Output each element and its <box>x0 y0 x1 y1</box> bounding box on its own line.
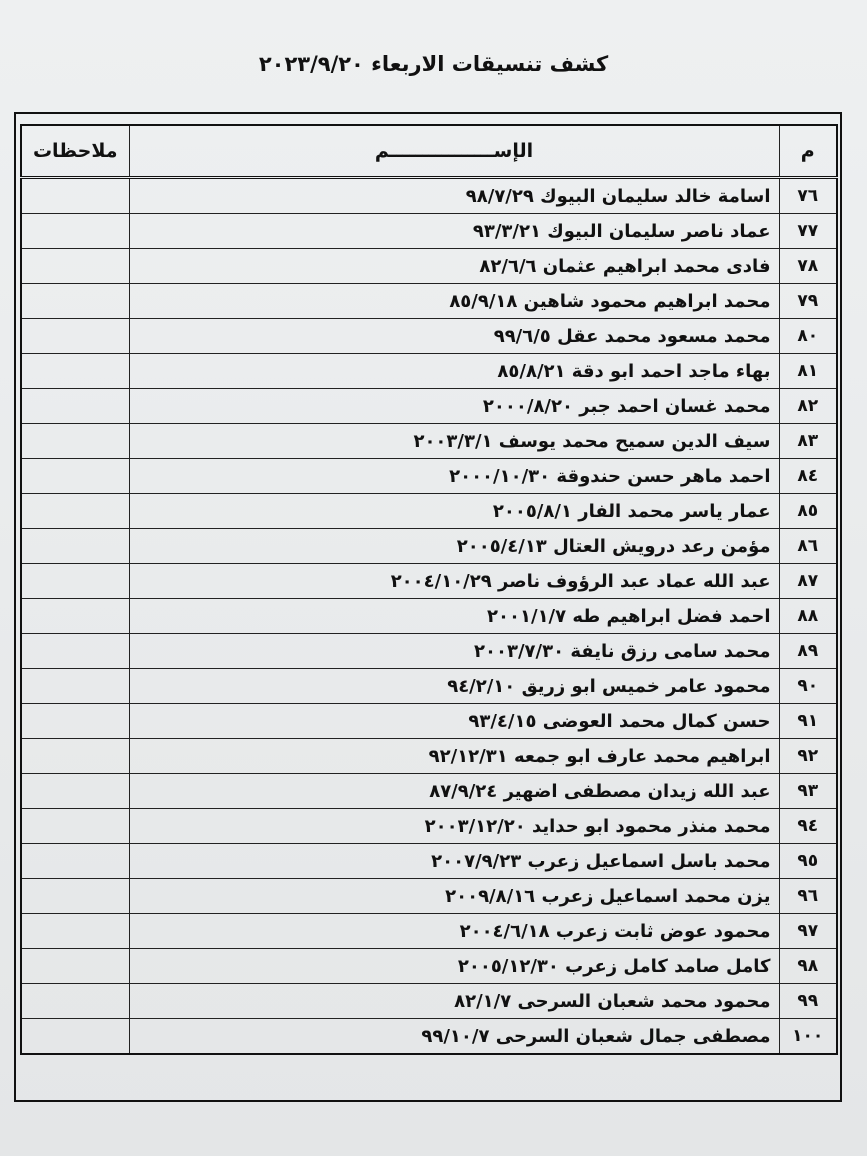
row-entry: محمد سامى رزق نايفة ٢٠٠٣/٧/٣٠ <box>129 634 779 669</box>
header-number: م <box>779 125 837 178</box>
table-row <box>21 984 837 1019</box>
row-notes <box>21 739 129 774</box>
row-number: ٩٠ <box>779 669 837 704</box>
header-row <box>21 125 837 178</box>
row-number: ٨٧ <box>779 564 837 599</box>
row-number: ٩٢ <box>779 739 837 774</box>
table-row <box>21 1019 837 1055</box>
row-notes <box>21 319 129 354</box>
table-row <box>21 949 837 984</box>
row-number: ٨٥ <box>779 494 837 529</box>
table-row <box>21 319 837 354</box>
row-number: ٧٦ <box>779 178 837 214</box>
row-number: ٨٣ <box>779 424 837 459</box>
row-notes <box>21 564 129 599</box>
row-number: ٩٩ <box>779 984 837 1019</box>
row-entry: عماد ناصر سليمان البيوك ٩٣/٣/٢١ <box>129 214 779 249</box>
table-row <box>21 634 837 669</box>
row-entry: عبد الله زيدان مصطفى اضهير ٨٧/٩/٢٤ <box>129 774 779 809</box>
table-row <box>21 284 837 319</box>
row-notes <box>21 424 129 459</box>
table-row <box>21 178 837 214</box>
table-row <box>21 739 837 774</box>
header-name: الإســــــــــــــــم <box>129 125 779 178</box>
roster-body <box>21 178 837 1055</box>
row-entry: عمار ياسر محمد الفار ٢٠٠٥/٨/١ <box>129 494 779 529</box>
table-row <box>21 774 837 809</box>
row-notes <box>21 178 129 214</box>
row-number: ٧٧ <box>779 214 837 249</box>
table-row <box>21 669 837 704</box>
row-number: ٩٧ <box>779 914 837 949</box>
table-row <box>21 529 837 564</box>
row-notes <box>21 599 129 634</box>
row-notes <box>21 389 129 424</box>
row-entry: محمود عوض ثابت زعرب ٢٠٠٤/٦/١٨ <box>129 914 779 949</box>
row-number: ٨٢ <box>779 389 837 424</box>
row-entry: ابراهيم محمد عارف ابو جمعه ٩٢/١٢/٣١ <box>129 739 779 774</box>
row-entry: كامل صامد كامل زعرب ٢٠٠٥/١٢/٣٠ <box>129 949 779 984</box>
row-entry: اسامة خالد سليمان البيوك ٩٨/٧/٢٩ <box>129 178 779 214</box>
row-entry: فادى محمد ابراهيم عثمان ٨٢/٦/٦ <box>129 249 779 284</box>
row-notes <box>21 354 129 389</box>
row-notes <box>21 809 129 844</box>
row-notes <box>21 774 129 809</box>
row-notes <box>21 1019 129 1055</box>
row-notes <box>21 914 129 949</box>
row-entry: حسن كمال محمد العوضى ٩٣/٤/١٥ <box>129 704 779 739</box>
row-entry: محمد مسعود محمد عقل ٩٩/٦/٥ <box>129 319 779 354</box>
row-notes <box>21 984 129 1019</box>
row-notes <box>21 249 129 284</box>
row-entry: احمد فضل ابراهيم طه ٢٠٠١/١/٧ <box>129 599 779 634</box>
row-number: ١٠٠ <box>779 1019 837 1055</box>
row-entry: محمود محمد شعبان السرحى ٨٢/١/٧ <box>129 984 779 1019</box>
row-notes <box>21 459 129 494</box>
row-notes <box>21 634 129 669</box>
table-row <box>21 249 837 284</box>
roster-table <box>20 124 838 1055</box>
row-notes <box>21 879 129 914</box>
table-row <box>21 389 837 424</box>
row-notes <box>21 214 129 249</box>
table-row <box>21 564 837 599</box>
table-row <box>21 704 837 739</box>
table-row <box>21 844 837 879</box>
table-row <box>21 354 837 389</box>
row-entry: عبد الله عماد عبد الرؤوف ناصر ٢٠٠٤/١٠/٢٩ <box>129 564 779 599</box>
table-row <box>21 424 837 459</box>
table-row <box>21 459 837 494</box>
row-entry: محمد باسل اسماعيل زعرب ٢٠٠٧/٩/٢٣ <box>129 844 779 879</box>
row-notes <box>21 704 129 739</box>
row-entry: سيف الدين سميح محمد يوسف ٢٠٠٣/٣/١ <box>129 424 779 459</box>
row-number: ٧٨ <box>779 249 837 284</box>
row-notes <box>21 669 129 704</box>
row-number: ٨٦ <box>779 529 837 564</box>
row-notes <box>21 844 129 879</box>
row-number: ٩٨ <box>779 949 837 984</box>
row-notes <box>21 529 129 564</box>
row-number: ٩٦ <box>779 879 837 914</box>
row-number: ٨٩ <box>779 634 837 669</box>
row-entry: احمد ماهر حسن حندوقة ٢٠٠٠/١٠/٣٠ <box>129 459 779 494</box>
row-entry: يزن محمد اسماعيل زعرب ٢٠٠٩/٨/١٦ <box>129 879 779 914</box>
table-row <box>21 809 837 844</box>
row-entry: محمد غسان احمد جبر ٢٠٠٠/٨/٢٠ <box>129 389 779 424</box>
row-notes <box>21 284 129 319</box>
row-number: ٨١ <box>779 354 837 389</box>
row-number: ٨٨ <box>779 599 837 634</box>
row-entry: مؤمن رعد درويش العتال ٢٠٠٥/٤/١٣ <box>129 529 779 564</box>
table-row <box>21 914 837 949</box>
table-row <box>21 599 837 634</box>
row-number: ٩١ <box>779 704 837 739</box>
row-entry: محمد ابراهيم محمود شاهين ٨٥/٩/١٨ <box>129 284 779 319</box>
row-entry: بهاء ماجد احمد ابو دقة ٨٥/٨/٢١ <box>129 354 779 389</box>
table-row <box>21 214 837 249</box>
row-number: ٨٠ <box>779 319 837 354</box>
document-title: كشف تنسيقات الاربعاء ٢٠٢٣/٩/٢٠ <box>258 52 609 76</box>
row-entry: مصطفى جمال شعبان السرحى ٩٩/١٠/٧ <box>129 1019 779 1055</box>
row-number: ٩٣ <box>779 774 837 809</box>
row-notes <box>21 949 129 984</box>
row-entry: محمد منذر محمود ابو حدايد ٢٠٠٣/١٢/٢٠ <box>129 809 779 844</box>
table-row <box>21 879 837 914</box>
row-number: ٧٩ <box>779 284 837 319</box>
header-notes: ملاحظات <box>21 125 129 178</box>
row-number: ٩٥ <box>779 844 837 879</box>
table-row <box>21 494 837 529</box>
row-entry: محمود عامر خميس ابو زريق ٩٤/٢/١٠ <box>129 669 779 704</box>
row-notes <box>21 494 129 529</box>
row-number: ٨٤ <box>779 459 837 494</box>
row-number: ٩٤ <box>779 809 837 844</box>
